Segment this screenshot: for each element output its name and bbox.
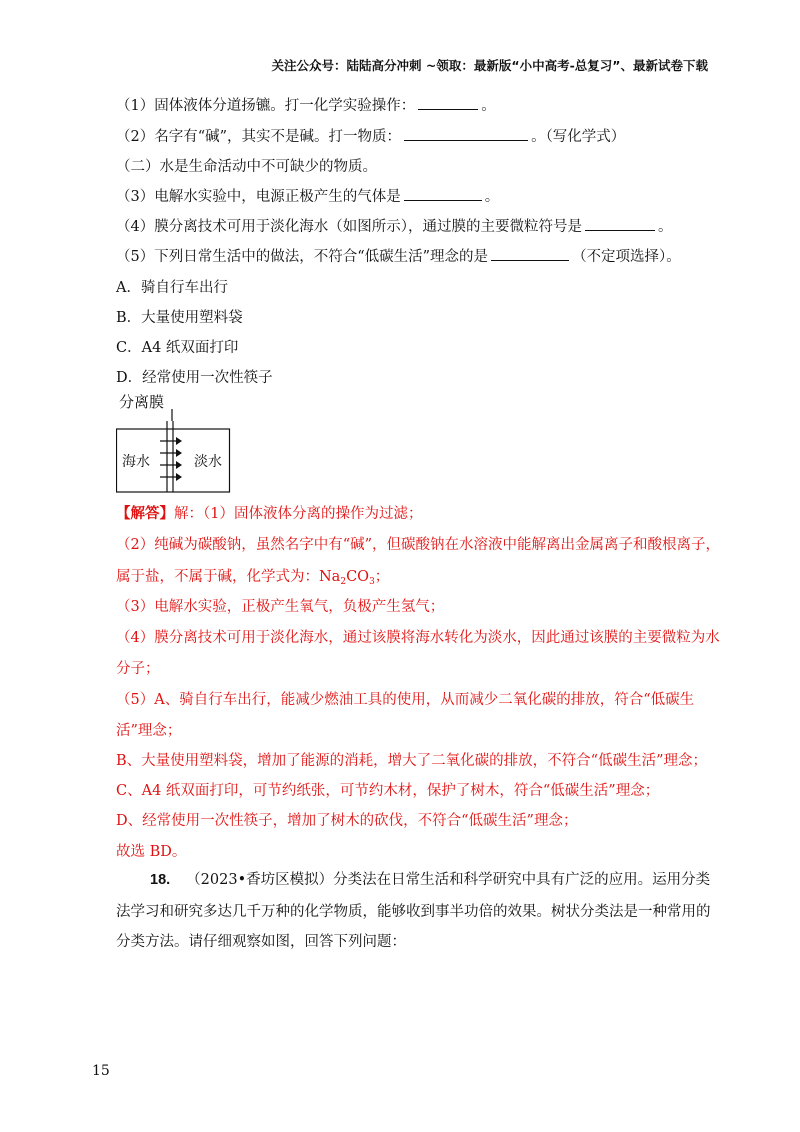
- question-3: （3）电解水实验中，电源正极产生的气体是 。: [116, 186, 499, 208]
- formula-end: ；: [374, 569, 390, 585]
- option-c: C．A4 纸双面打印: [116, 340, 239, 356]
- flow-arrowhead-3: [176, 461, 182, 469]
- water-flow-arrows: [160, 437, 182, 481]
- flow-arrowhead-4: [176, 473, 182, 481]
- question-2: （2）名字有“碱”，其实不是碱。打一物质： 。（写化学式）: [116, 126, 625, 148]
- answer-blank-2: [404, 126, 528, 141]
- answer-line-1-text: 解：（1）固体液体分离的操作为过滤；: [174, 506, 423, 522]
- option-d: D．经常使用一次性筷子: [116, 370, 273, 386]
- membrane-label: 分离膜: [119, 393, 165, 411]
- option-a: A．骑自行车出行: [116, 280, 228, 296]
- answer-line-5: （4）膜分离技术可用于淡化海水，通过该膜将海水转化为淡水，因此通过该膜的主要微粒为水: [116, 630, 720, 646]
- answer-line-3: [116, 566, 389, 593]
- membrane-separation-diagram: [116, 391, 232, 493]
- question-18-line-1-text: （2023•香坊区模拟）分类法在日常生活和科学研究中具有广泛的应用。运用分类: [186, 872, 711, 888]
- page-number: 15: [92, 1063, 110, 1079]
- question-18-line-1: [150, 869, 710, 891]
- answer-line-9: B、大量使用塑料袋，增加了能源的消耗，增大了二氧化碳的排放，不符合“低碳生活”理念；: [116, 753, 707, 769]
- question-1: （1）固体液体分道扬镳。打一化学实验操作： 。: [116, 95, 496, 117]
- section-2-heading: （二）水是生命活动中不可缺少的物质。: [116, 159, 377, 175]
- question-5-text: （5）下列日常生活中的做法，不符合“低碳生活”理念的是: [116, 249, 489, 265]
- question-1-text: （1）固体液体分道扬镳。打一化学实验操作：: [116, 98, 416, 114]
- answer-line-11: D、经常使用一次性筷子，增加了树木的砍伐，不符合“低碳生活”理念；: [116, 813, 578, 829]
- page-header-notice: 关注公众号：陆陆高分冲刺 ~领取：最新版“小中高考-总复习”、最新试卷下载: [271, 58, 708, 73]
- subscript-2: 2: [340, 577, 347, 587]
- formula-co: CO: [346, 569, 370, 585]
- question-4-text: （4）膜分离技术可用于淡化海水（如图所示），通过膜的主要微粒符号是: [116, 219, 582, 235]
- question-18-line-2: 法学习和研究多达几千万种的化学物质，能够收到事半功倍的效果。树状分类法是一种常用的: [116, 904, 711, 920]
- answer-line-12: 故选 BD。: [116, 844, 187, 860]
- question-5: [116, 246, 681, 268]
- question-18-line-3: 分类方法。请仔细观察如图，回答下列问题：: [116, 934, 406, 950]
- answer-line-10: C、A4 纸双面打印，可节约纸张，可节约木材，保护了树木，符合“低碳生活”理念；: [116, 783, 660, 799]
- answer-blank-5: [491, 246, 569, 261]
- flow-arrowhead-2: [176, 449, 182, 457]
- answer-line-4: （3）电解水实验，正极产生氧气，负极产生氢气；: [116, 599, 445, 615]
- question-2-text: （2）名字有“碱”，其实不是碱。打一物质：: [116, 129, 402, 145]
- answer-blank-4: [585, 216, 655, 231]
- question-18-number: 18.: [150, 872, 171, 888]
- seawater-label: 海水: [122, 454, 150, 470]
- answer-line-8: 活”理念；: [116, 723, 182, 739]
- subscript-3: 3: [369, 577, 375, 587]
- option-b: B．大量使用塑料袋: [116, 310, 243, 326]
- membrane-diagram-svg: [116, 391, 232, 493]
- answer-blank-1: [418, 95, 478, 110]
- answer-line-2: （2）纯碱为碳酸钠，虽然名字中有“碱”，但碳酸钠在水溶液中能解离出金属离子和酸根离子，: [116, 537, 721, 553]
- question-2-suffix: （写化学式）: [545, 129, 626, 145]
- flow-arrowhead-1: [176, 437, 182, 445]
- answer-blank-3: [404, 186, 482, 201]
- question-3-text: （3）电解水实验中，电源正极产生的气体是: [116, 189, 401, 205]
- answer-line-7: （5）A、骑自行车出行，能减少燃油工具的使用，从而减少二氧化碳的排放，符合“低碳生: [116, 692, 695, 708]
- answer-line-3-text: 属于盐，不属于碱，化学式为：Na: [116, 569, 341, 585]
- freshwater-label: 淡水: [194, 454, 222, 470]
- answer-line-1: [116, 503, 422, 525]
- answer-line-6: 分子；: [116, 661, 160, 677]
- answer-tag: 【解答】: [116, 505, 174, 522]
- question-4: （4）膜分离技术可用于淡化海水（如图所示），通过膜的主要微粒符号是 。: [116, 216, 672, 238]
- question-5-suffix: （不定项选择）。: [572, 249, 681, 265]
